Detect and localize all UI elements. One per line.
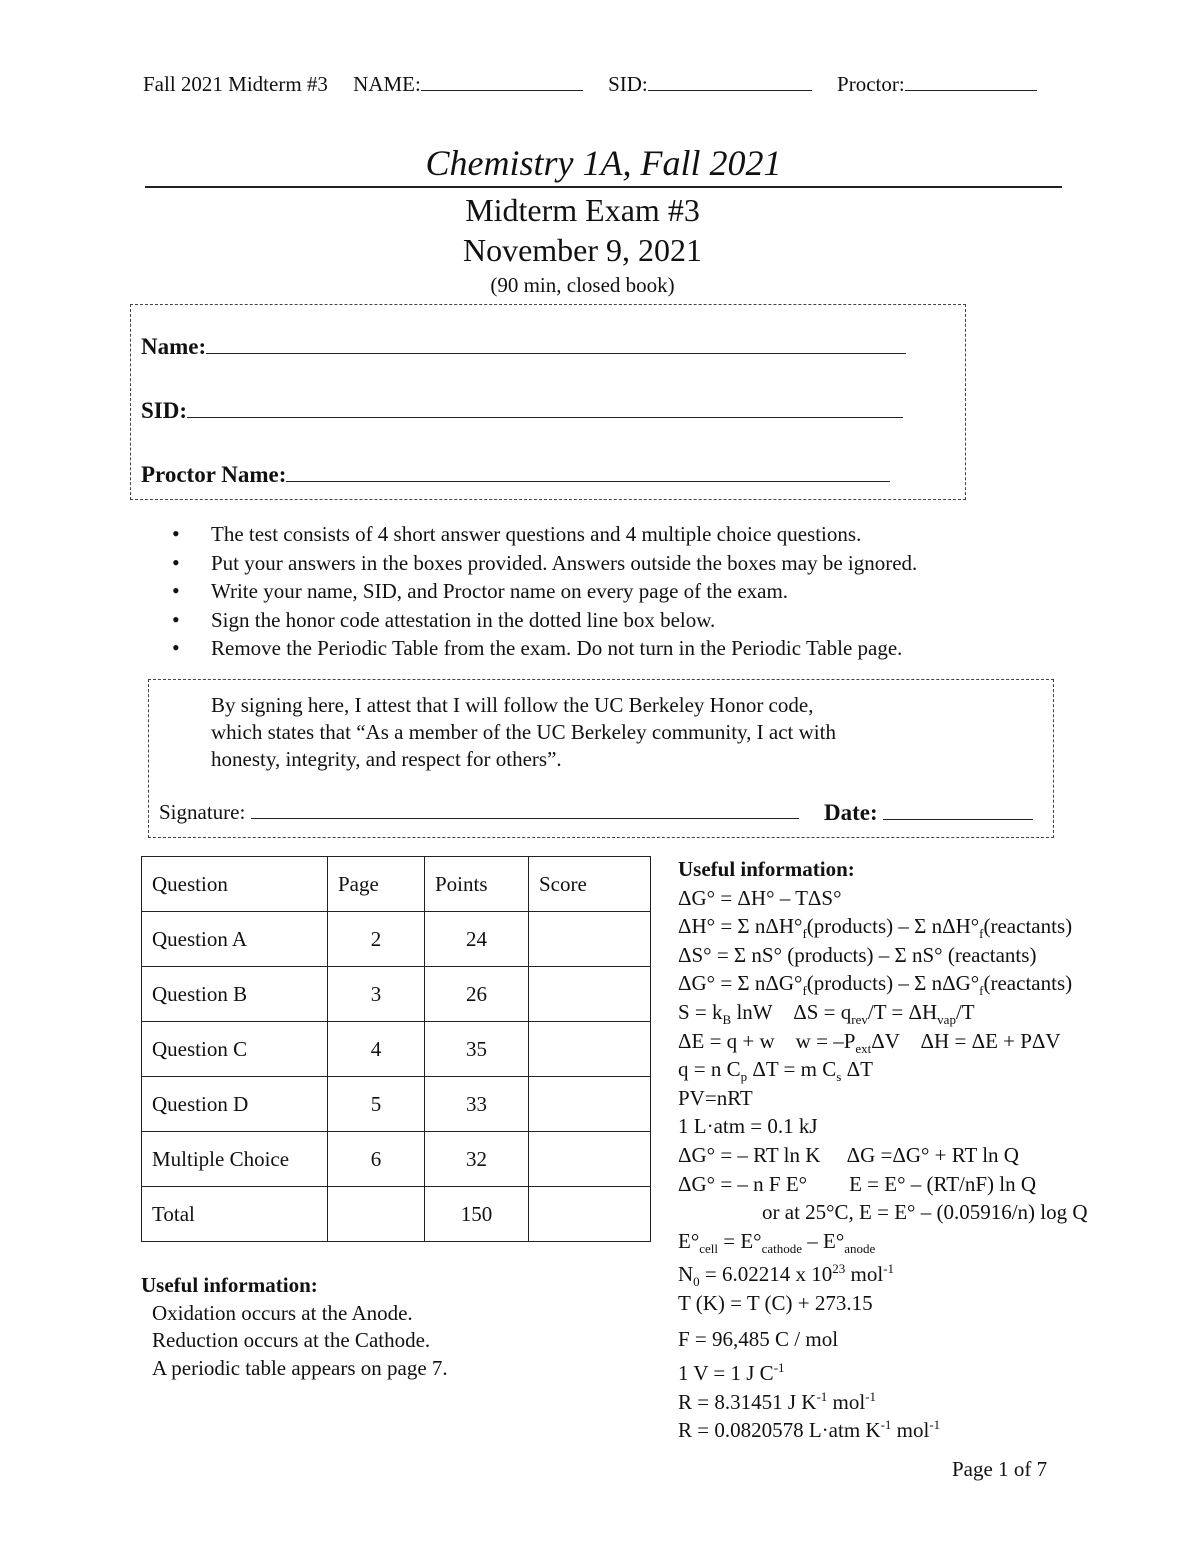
table-row: Question B 3 26: [142, 967, 651, 1022]
list-item: • The test consists of 4 short answer questions and 4 multiple choice questions.: [172, 520, 917, 549]
honor-code-box: [148, 679, 1054, 838]
table-row: Multiple Choice 6 32: [142, 1132, 651, 1187]
score-cell[interactable]: [529, 967, 651, 1022]
exam-subtitle: Midterm Exam #3: [465, 192, 700, 228]
sid-field[interactable]: SID:: [141, 397, 903, 424]
exam-label: Fall 2021 Midterm #3: [143, 72, 328, 96]
name-field[interactable]: Name:: [141, 333, 906, 360]
exam-duration: (90 min, closed book): [490, 273, 675, 297]
date-field[interactable]: Date:: [824, 800, 1033, 826]
score-cell[interactable]: [529, 1022, 651, 1077]
list-item: • Put your answers in the boxes provided. Answers outside the boxes may be ignored.: [172, 549, 917, 578]
list-item: • Sign the honor code attestation in the dotted line box below.: [172, 606, 917, 635]
signature-field[interactable]: Signature:: [159, 800, 799, 825]
useful-info-right: Useful information: ΔG° = ΔH° – TΔS° ΔH° = Σ $n\Delta H^\circ_f(products)$ – Σ $n\Delta H^\circ_f(reactants)$ ΔS° = Σ nS° (products) – Σ nS° (reactants) ΔG° = Σ $n\Delta G^\circ_f(products)$ – Σ $n\Delta G^\circ_f(reactants)$ $S = k_B$ lnW $\Delta S = q_{rev}/T = \Delta H_{vap}/T$ ΔE = q + w $w = -P_{ext}\Delta V$ ΔH = ΔE + PΔV q = n $C_p$ ΔT = m $C_s$ ΔT PV=nRT 1 L·atm = 0.1 kJ ΔG° = – RT ln K ΔG =ΔG° + RT ln Q ΔG° = – n F E° E = E° – (RT/nF) ln Q or at 25°C, E = E° – (0.05916/n) log Q $E^\circ_{cell} = E^\circ_{cathode} - E^\circ_{anode}$ $N_0 = 6.02214$ x $10^{23}$ mol$^{-1}$ T (K) = T (C) + 273.15 F = 96,485 C / mol 1 V = 1 J $C^{-1}$ R = 8.31451 J $K^{-1}$ mol$^{-1}$ R = 0.0820578 L·atm $K^{-1}$ mol$^{-1}$: [678, 857, 1088, 1443]
exam-date: November 9, 2021: [462, 232, 703, 268]
table-row: Question A 2 24: [142, 912, 651, 967]
table-header-row: Question Page Points Score: [142, 857, 651, 912]
header-proctor-field[interactable]: Proctor:: [837, 72, 1037, 96]
page-header: [143, 72, 1037, 97]
score-cell[interactable]: [529, 912, 651, 967]
proctor-name-field[interactable]: Proctor Name:: [141, 461, 890, 488]
useful-info-left: Useful information: Oxidation occurs at the Anode. Reduction occurs at the Cathode. A periodic table appears on page 7.: [141, 1273, 448, 1380]
list-item: • Remove the Periodic Table from the exam. Do not turn in the Periodic Table page.: [172, 634, 917, 663]
score-cell[interactable]: [529, 1077, 651, 1132]
page-number: Page 1 of 7: [952, 1457, 1048, 1481]
header-sid-field[interactable]: SID:: [608, 72, 812, 96]
instructions-list: [172, 520, 917, 663]
score-cell[interactable]: [529, 1132, 651, 1187]
student-id-box: [130, 304, 966, 500]
honor-code-text: By signing here, I attest that I will follow the UC Berkeley Honor code, which states that “As a member of the UC Berkeley community, I act with honesty, integrity, and respect for others”.: [211, 693, 836, 771]
table-row: Question D 5 33: [142, 1077, 651, 1132]
list-item: • Write your name, SID, and Proctor name on every page of the exam.: [172, 577, 917, 606]
table-row: Total 150: [142, 1187, 651, 1242]
score-cell[interactable]: [529, 1187, 651, 1242]
course-title: Chemistry 1A, Fall 2021: [145, 142, 1062, 188]
header-name-field[interactable]: NAME:: [353, 72, 583, 96]
table-row: Question C 4 35: [142, 1022, 651, 1077]
score-table: [141, 856, 651, 1242]
